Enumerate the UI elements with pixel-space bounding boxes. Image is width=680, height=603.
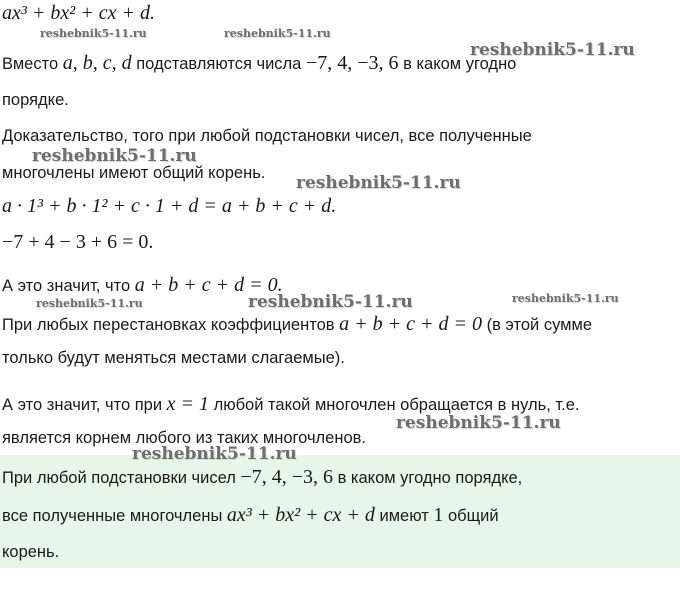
- equation-sum-numbers: −7 + 4 − 3 + 6 = 0.: [2, 231, 154, 253]
- sum-formula: a + b + c + d = 0.: [134, 274, 283, 296]
- watermark: reshebnik5-11.ru: [470, 40, 635, 60]
- conclusion-line3: корень.: [2, 543, 60, 561]
- numbers-formula: −7, 4, −3, 6: [305, 52, 399, 74]
- equation-substitute-one: a · 1³ + b · 1² + c · 1 + d = a + b + c + d.: [2, 195, 337, 217]
- paragraph-root-cont: является корнем любого из таких многочленов.: [2, 429, 366, 447]
- top-formula: ax³ + bx² + cx + d.: [2, 2, 155, 24]
- sum-zero-formula: a + b + c + d = 0: [339, 313, 482, 335]
- paragraph-permutations: При любых перестановках коэффициентов a + b + c + d = 0 (в этой сумме: [2, 313, 593, 335]
- conclusion-line2: все полученные многочлены ax³ + bx² + cx + d имеют 1 общий: [2, 504, 499, 526]
- watermark: reshebnik5-11.ru: [296, 173, 461, 193]
- watermark: reshebnik5-11.ru: [248, 292, 413, 312]
- conclusion-root-count: 1: [433, 504, 444, 526]
- watermark: reshebnik5-11.ru: [32, 146, 197, 166]
- conclusion-numbers: −7, 4, −3, 6: [240, 466, 333, 488]
- proof-intro-line1: Доказательство, того при любой подстановки чисел, все полученные: [2, 127, 532, 145]
- proof-intro-line2: многочлены имеют общий корень.: [2, 164, 266, 182]
- watermark: reshebnik5-11.ru: [36, 297, 143, 310]
- x-equals-one-formula: x = 1: [166, 393, 209, 415]
- watermark: reshebnik5-11.ru: [224, 27, 331, 40]
- watermark: reshebnik5-11.ru: [132, 444, 297, 464]
- paragraph-substitution: Вместо a, b, c, d подставляются числа −7, 4, −3, 6 в каком угодно: [2, 52, 517, 74]
- paragraph-root: А это значит, что при x = 1 любой такой многочлен обращается в нуль, т.е.: [2, 393, 580, 415]
- paragraph-conclusion-sum: А это значит, что a + b + c + d = 0.: [2, 274, 283, 296]
- conclusion-polynomial: ax³ + bx² + cx + d: [226, 504, 375, 526]
- watermark: reshebnik5-11.ru: [40, 27, 147, 40]
- watermark: reshebnik5-11.ru: [396, 413, 561, 433]
- paragraph-permutations-cont: только будут меняться местами слагаемые).: [2, 349, 345, 367]
- watermark: reshebnik5-11.ru: [512, 292, 619, 305]
- paragraph-substitution-cont: порядке.: [2, 91, 69, 109]
- conclusion-line1: При любой подстановки чисел −7, 4, −3, 6 в каком угодно порядке,: [2, 466, 523, 488]
- variables-formula: a, b, c, d: [62, 52, 132, 74]
